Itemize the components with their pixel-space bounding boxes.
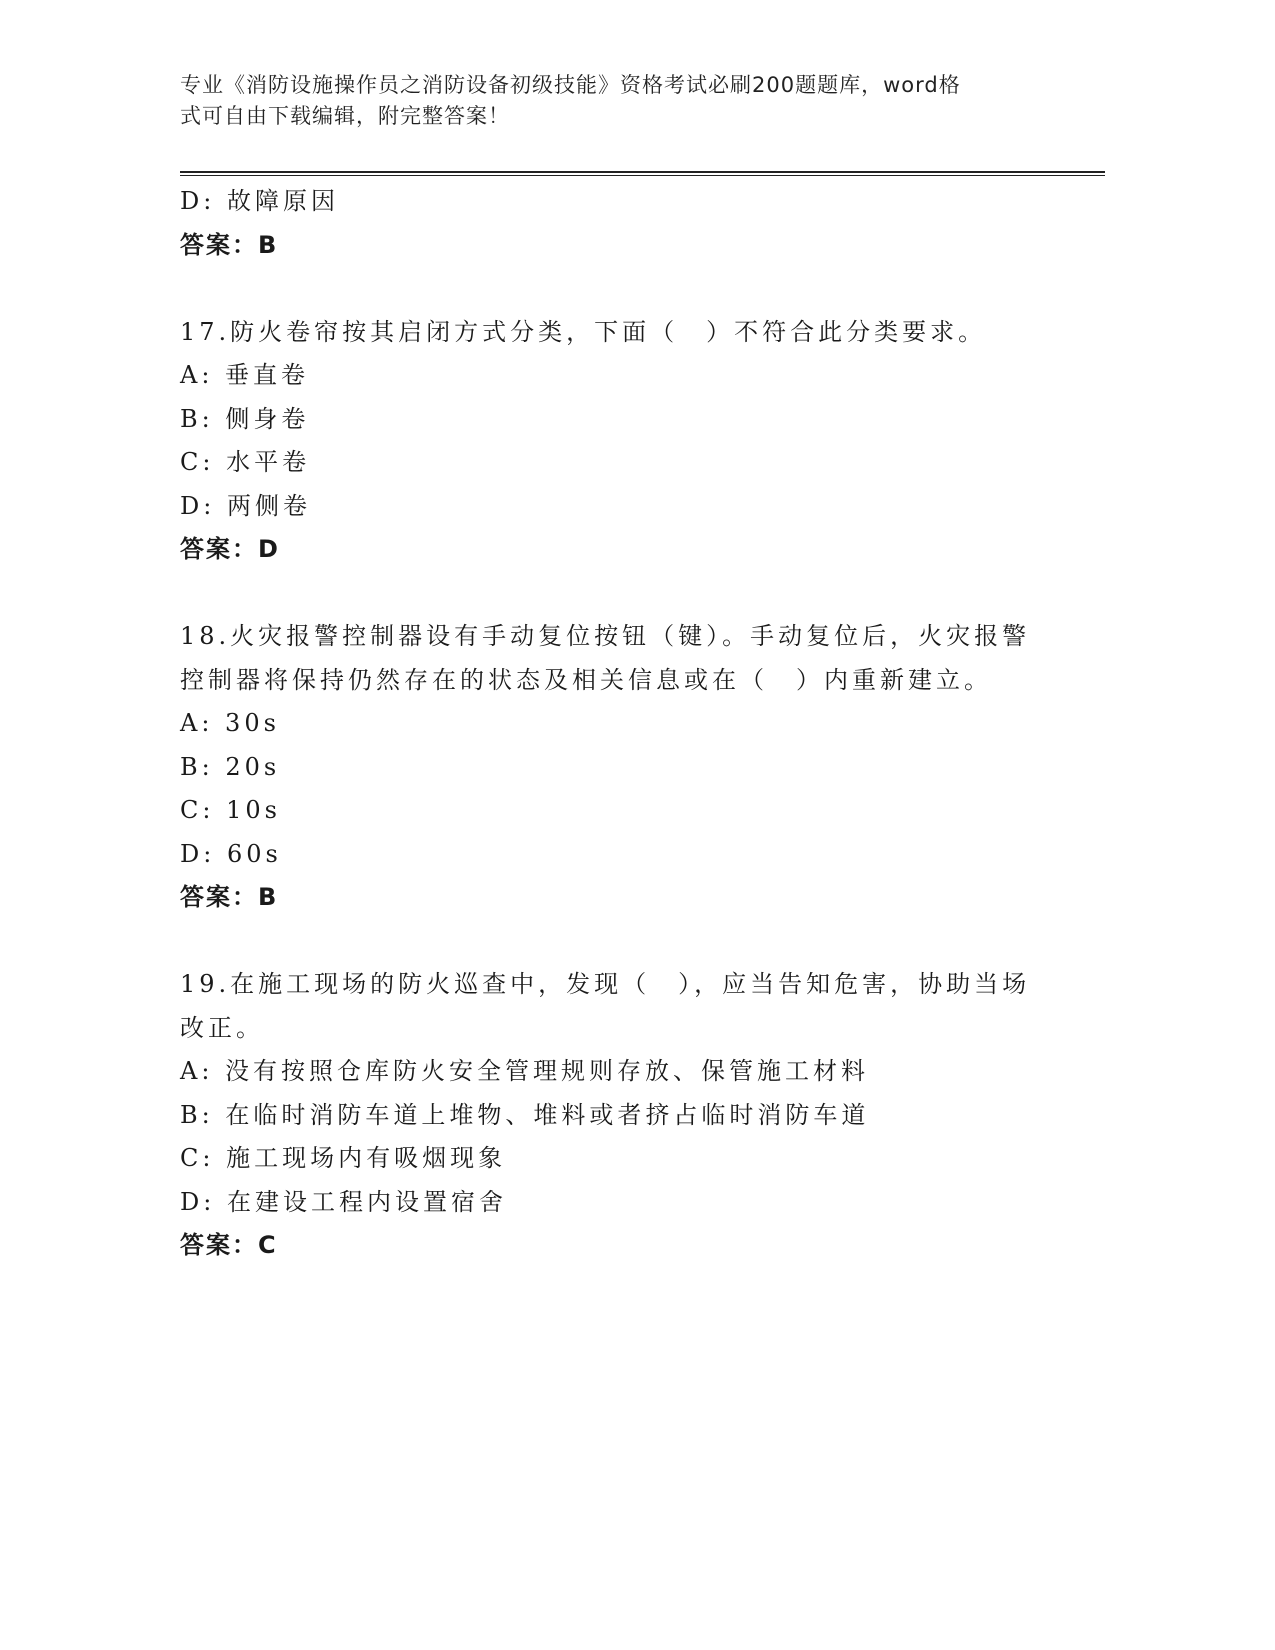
option-a: A: 没有按照仓库防火安全管理规则存放、保管施工材料 [180,1057,870,1085]
option-b: B: 在临时消防车道上堆物、堆料或者挤占临时消防车道 [180,1100,870,1129]
prev-question-option-d: D: 故障原因 [180,187,339,215]
header-divider [180,171,1105,176]
answer: 答案：B [180,883,279,911]
question-text-line-2: 控制器将保持仍然存在的状态及相关信息或在（ ）内重新建立。 [180,665,992,694]
option-d: D: 两侧卷 [180,491,311,520]
question-text-line-1: 19.在施工现场的防火巡查中，发现（ ），应当告知危害，协助当场 [180,970,1031,998]
question-17 [180,311,1080,572]
question-text: 17.防火卷帘按其启闭方式分类，下面（ ）不符合此分类要求。 [180,317,987,346]
document-body [180,180,1080,1268]
option-a: A: 30s [180,709,280,737]
answer: 答案：C [180,1231,278,1259]
question-18 [180,615,1080,920]
header-line-1: 专业《消防设施操作员之消防设备初级技能》资格考试必刷200题题库，word格 [180,73,961,97]
option-c: C: 10s [180,796,281,824]
spacer [180,572,1080,616]
question-19 [180,963,1080,1268]
spacer [180,920,1080,964]
document-header [180,70,1030,132]
option-b: B: 侧身卷 [180,404,310,433]
option-b: B: 20s [180,752,281,781]
option-c: C: 水平卷 [180,448,311,476]
question-text-line-2: 改正。 [180,1013,264,1042]
header-line-2: 式可自由下载编辑，附完整答案！ [180,104,510,128]
option-d: D: 60s [180,839,282,868]
question-text-line-1: 18.火灾报警控制器设有手动复位按钮（键）。手动复位后，火灾报警 [180,622,1031,650]
prev-question-answer: 答案：B [180,230,279,259]
option-a: A: 垂直卷 [180,361,310,389]
option-c: C: 施工现场内有吸烟现象 [180,1144,507,1172]
answer: 答案：D [180,535,280,563]
option-d: D: 在建设工程内设置宿舍 [180,1187,507,1216]
spacer [180,267,1080,311]
